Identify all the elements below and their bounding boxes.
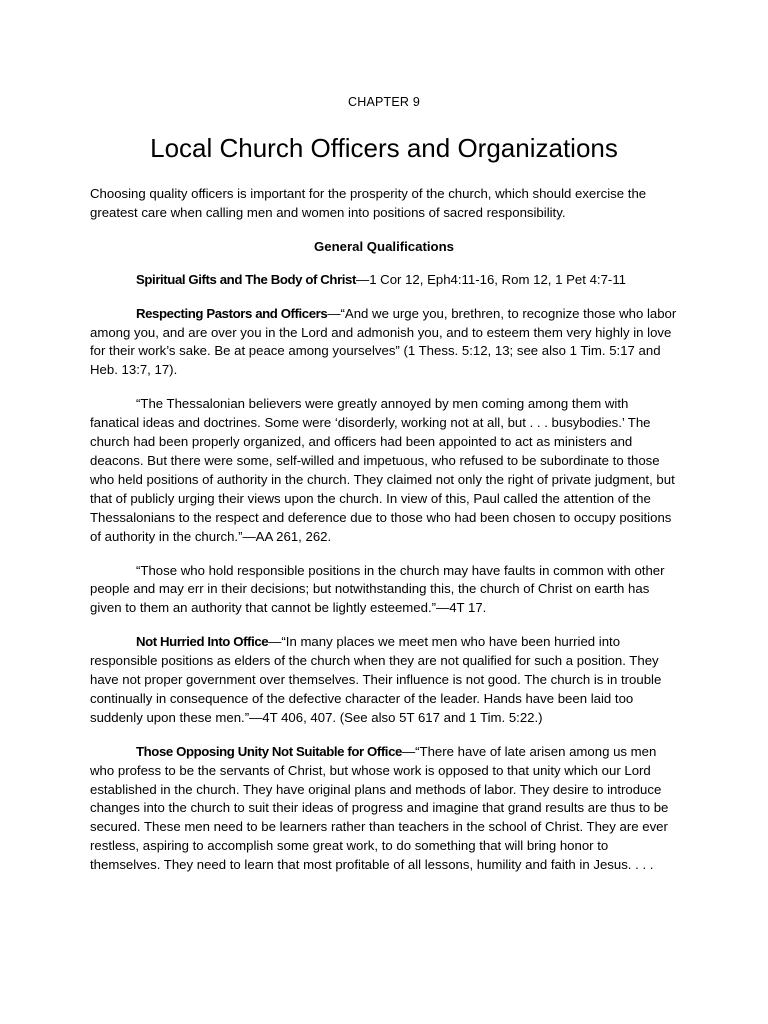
- paragraph-lead: Those Opposing Unity Not Suitable for Office: [136, 743, 402, 759]
- paragraph-responsible-positions-quote: “Those who hold responsible positions in the church may have faults in common with other people and may err in their decisions; but notwithstanding this, the church of Christ on earth has given to them an authority that cannot be lightly esteemed.”—4T 17.: [90, 562, 665, 616]
- paragraph-text: —1 Cor 12, Eph4:11-16, Rom 12, 1 Pet 4:7-11: [356, 271, 627, 287]
- paragraph-thessalonian-quote: “The Thessalonian believers were greatly annoyed by men coming among them with fanatical ideas and doctrines. Some were ‘disorderly, working not at all, but . . . busybodies.’ The church had been properly organized, and officers had been appointed to act as ministers and deacons. But there were some, self-willed and impetuous, who refused to be subordinate to those who held positions of authority in the church. They claimed not only the right of private judgment, but that of publicly urging their views upon the church. In view of this, Paul called the attention of the Thessalonians to the respect and deference due to those who had been chosen to occupy positions of authority in the church.”—AA 261, 262.: [90, 396, 675, 544]
- paragraph-text: —“And we urge you, brethren, to recognize those who labor among you, and are over you in the Lord and admonish you, and to esteem them very highly in love for their work’s sake. Be at peace among yourselves” (1 Thess. 5:12, 13; see also 1 Tim. 5:17 and Heb. 13:7, 17).: [90, 305, 677, 378]
- paragraph-spiritual-gifts: [90, 271, 678, 290]
- intro-paragraph: Choosing quality officers is important for the prosperity of the church, which should exercise the greatest care when calling men and women into positions of sacred responsibility.: [90, 186, 647, 220]
- paragraph-text: —“There have of late arisen among us men who profess to be the servants of Christ, but whose work is opposed to that unity which our Lord established in the church. They have original plans and methods of labor. They desire to introduce changes into the church to suit their ideas of progress and imagine that grand results are thus to be secured. These men need to be learners rather than teachers in the school of Christ. They are ever restless, aspiring to accomplish some great work, to do something that will bring honor to themselves. They need to learn that most profitable of all lessons, humility and faith in Jesus. . . .: [90, 743, 669, 873]
- section-heading: General Qualifications: [314, 238, 454, 254]
- paragraph-opposing-unity: [90, 743, 678, 875]
- paragraph-respecting-pastors: [90, 305, 678, 381]
- paragraph-lead: Spiritual Gifts and The Body of Christ: [136, 271, 356, 287]
- paragraph-lead: Not Hurried Into Office: [136, 634, 269, 650]
- chapter-label: CHAPTER 9: [348, 95, 420, 109]
- paragraph-lead: Respecting Pastors and Officers: [136, 305, 328, 321]
- paragraph-text: —“In many places we meet men who have been hurried into responsible positions as elders of the church when they are not qualified for such a position. They have not proper government over themselves. Their influence is not good. The church is in trouble continually in consequence of the defective character of the leader. Hands have been laid too suddenly upon these men.”—4T 406, 407. (See also 5T 617 and 1 Tim. 5:22.): [90, 634, 662, 725]
- page-title: Local Church Officers and Organizations: [150, 133, 618, 163]
- document-body: [90, 185, 678, 890]
- paragraph-not-hurried: [90, 633, 678, 728]
